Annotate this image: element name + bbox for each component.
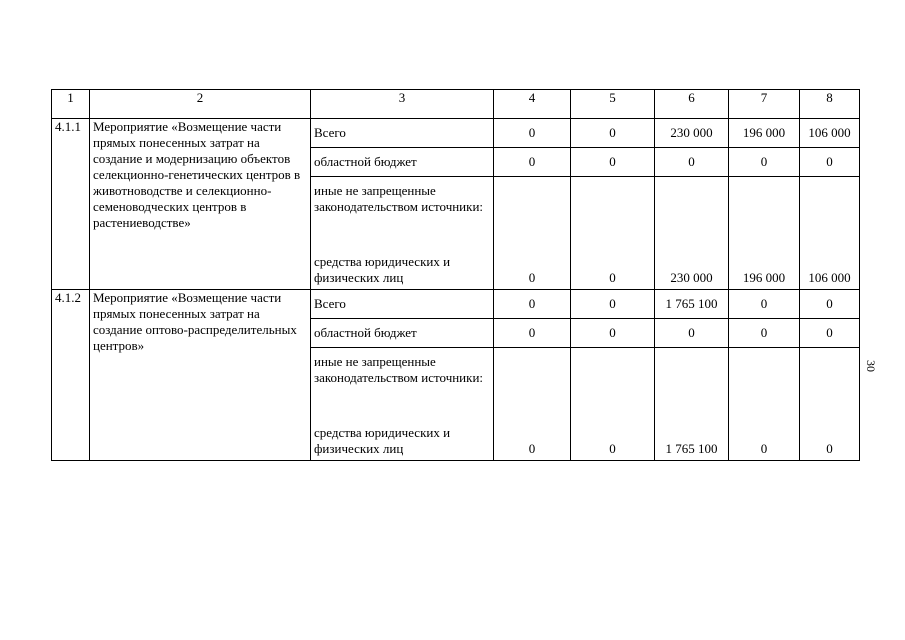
item-number: 4.1.1	[52, 119, 90, 290]
value-cell: 106 000	[800, 119, 860, 148]
value-cell: 0	[494, 119, 571, 148]
value-cell: 0	[571, 348, 655, 461]
value-cell: 196 000	[729, 177, 800, 290]
source-regional: областной бюджет	[311, 148, 494, 177]
source-other	[311, 348, 494, 461]
value-cell: 0	[655, 319, 729, 348]
page-number: 30	[864, 360, 878, 372]
value-cell: 0	[800, 319, 860, 348]
value-cell: 0	[494, 290, 571, 319]
value-cell: 0	[655, 148, 729, 177]
header-cell: 3	[311, 90, 494, 119]
header-cell: 5	[571, 90, 655, 119]
table-row	[52, 119, 860, 148]
value-cell: 196 000	[729, 119, 800, 148]
item-description: Мероприятие «Возмещение части прямых понесенных затрат на создание оптово-распределительных центров»	[90, 290, 311, 461]
value-cell: 0	[729, 290, 800, 319]
source-total: Всего	[311, 119, 494, 148]
source-regional: областной бюджет	[311, 319, 494, 348]
header-row	[52, 90, 860, 119]
header-cell: 2	[90, 90, 311, 119]
value-cell: 0	[729, 148, 800, 177]
value-cell: 106 000	[800, 177, 860, 290]
value-cell: 0	[729, 319, 800, 348]
header-cell: 4	[494, 90, 571, 119]
value-cell: 1 765 100	[655, 290, 729, 319]
source-other-label: иные не запрещенные законодательством источники:	[314, 354, 484, 385]
value-cell: 230 000	[655, 177, 729, 290]
value-cell: 0	[571, 319, 655, 348]
source-other	[311, 177, 494, 290]
item-number: 4.1.2	[52, 290, 90, 461]
value-cell: 0	[494, 348, 571, 461]
table-row	[52, 290, 860, 319]
header-cell: 1	[52, 90, 90, 119]
value-cell: 0	[571, 177, 655, 290]
value-cell: 0	[800, 348, 860, 461]
value-cell: 0	[571, 119, 655, 148]
header-cell: 7	[729, 90, 800, 119]
source-total: Всего	[311, 290, 494, 319]
budget-table	[51, 89, 860, 461]
value-cell: 230 000	[655, 119, 729, 148]
source-legal-label: средства юридических и физических лиц	[314, 254, 451, 285]
value-cell: 0	[494, 148, 571, 177]
value-cell: 0	[571, 290, 655, 319]
value-cell: 0	[800, 148, 860, 177]
header-cell: 6	[655, 90, 729, 119]
value-cell: 0	[571, 148, 655, 177]
header-cell: 8	[800, 90, 860, 119]
value-cell: 0	[729, 348, 800, 461]
source-legal-label: средства юридических и физических лиц	[314, 425, 451, 456]
item-description: Мероприятие «Возмещение части прямых понесенных затрат на создание и модернизацию объектов селекционно-генетических центров в животноводстве и селекционно-семеноводческих центров в растениеводстве»	[90, 119, 311, 290]
value-cell: 0	[494, 177, 571, 290]
value-cell: 0	[800, 290, 860, 319]
value-cell: 0	[494, 319, 571, 348]
value-cell: 1 765 100	[655, 348, 729, 461]
source-other-label: иные не запрещенные законодательством источники:	[314, 183, 484, 214]
